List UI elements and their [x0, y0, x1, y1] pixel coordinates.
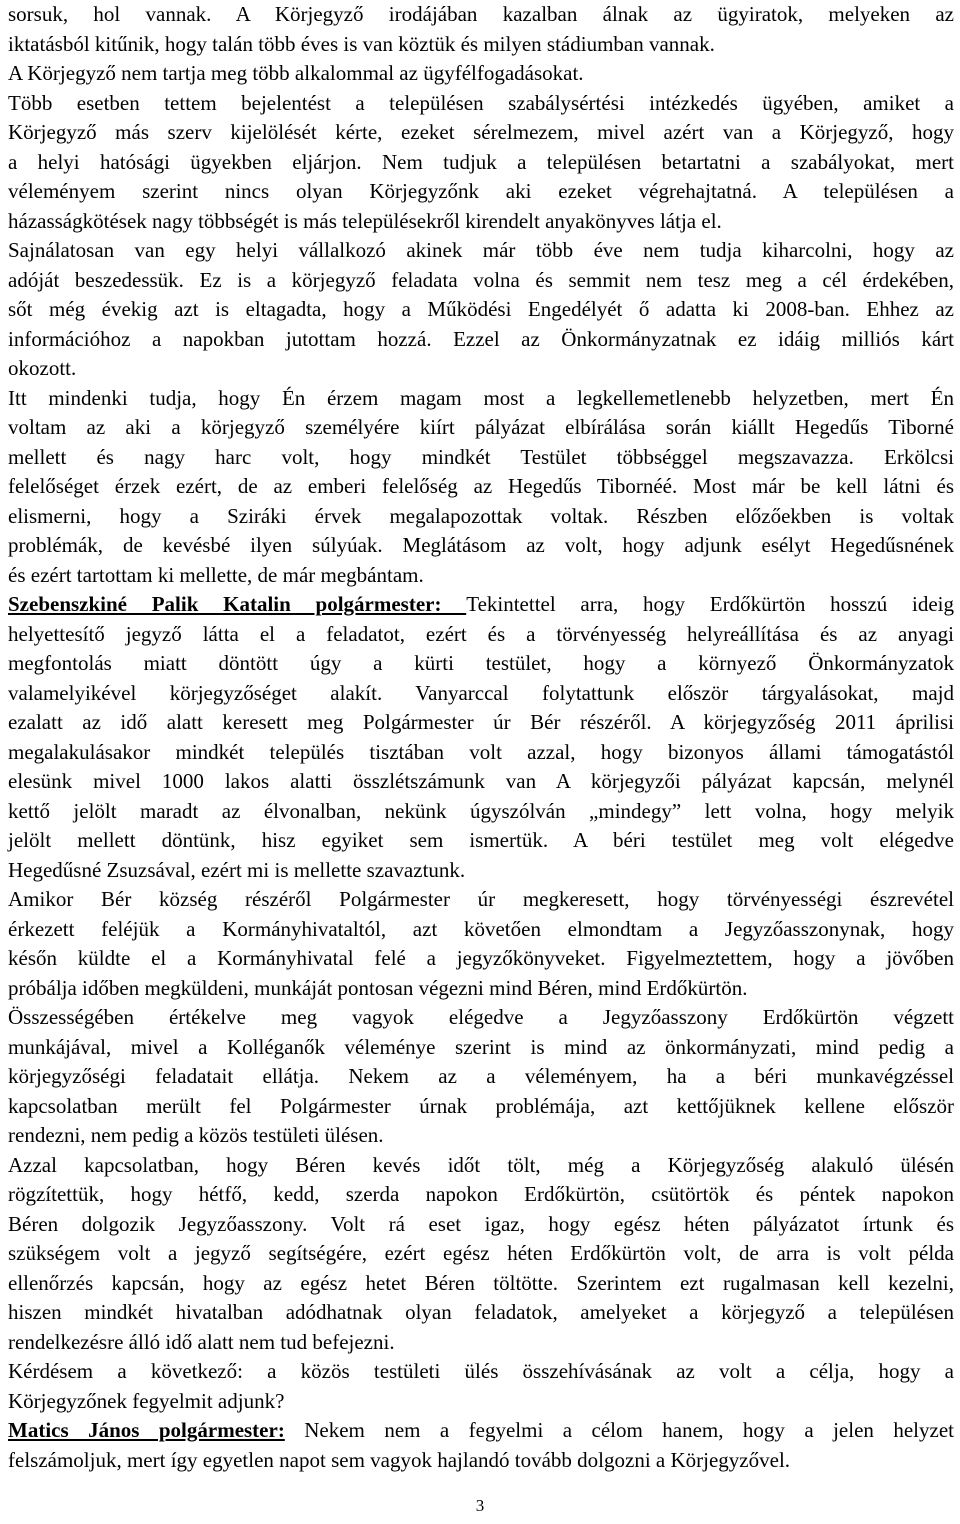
- text-line: [8, 885, 954, 915]
- text-line: [8, 590, 954, 620]
- text-line: [8, 354, 954, 384]
- line-text: Azzal kapcsolatban, hogy Béren kevés időt tölt, még a Körjegyzőség alakuló ülésén: [8, 1152, 954, 1177]
- line-text: véleményem szerint nincs olyan Körjegyzőnk aki ezeket végrehajtatná. A településen a: [8, 179, 954, 203]
- line-text: helyettesítő jegyző látta el a feladatot, ezért és a törvényesség helyreállítása és az anyagi: [8, 621, 954, 646]
- line-text: későn küldte el a Kormányhivatal felé a jegyzőkönyveket. Figyelmeztettem, hogy a jövőben: [8, 946, 954, 970]
- text-line: [8, 59, 954, 89]
- text-line: [8, 0, 954, 30]
- line-text: elismerni, hogy a Sziráki érvek megalapozottak voltak. Részben előzőekben is voltak: [8, 503, 954, 528]
- text-line: [8, 89, 954, 119]
- line-text: elesünk mivel 1000 lakos alatti összlétszámunk van A körjegyzői pályázat kapcsán, melynél: [8, 769, 954, 793]
- line-text: sorsuk, hol vannak. A Körjegyző irodájában kazalban álnak az ügyiratok, melyeken az: [8, 2, 954, 26]
- text-line: [8, 708, 954, 738]
- line-text: Hegedűsné Zsuzsával, ezért mi is mellette szavaztunk.: [8, 857, 466, 882]
- text-line: [8, 561, 954, 591]
- line-text: Kérdésem a következő: a közös testületi ülés összehívásának az volt a célja, hogy a: [8, 1359, 954, 1383]
- line-text: próbálja időben megküldeni, munkáját pontosan végezni mind Béren, mind Erdőkürtön.: [8, 975, 748, 1000]
- line-text: Nekem nem a fegyelmi a célom hanem, hogy a jelen helyzet: [284, 1418, 954, 1442]
- text-line: [8, 1210, 954, 1240]
- line-text: megalakulásakor mindkét település tisztában volt azzal, hogy bizonyos állami támogatástól: [8, 739, 954, 764]
- line-text: a helyi hatósági ügyekben eljárjon. Nem tudjuk a településen betartatni a szabályokat, mert: [8, 149, 954, 174]
- line-text: rendezni, nem pedig a közös testületi ülésen.: [8, 1123, 384, 1147]
- text-line: [8, 1033, 954, 1063]
- line-text: rendelkezésre álló idő alatt nem tud befejezni.: [8, 1329, 395, 1354]
- text-line: [8, 177, 954, 207]
- text-line: [8, 1062, 954, 1092]
- line-text: és ezért tartottam ki mellette, de már megbántam.: [8, 562, 424, 587]
- line-text: voltam az aki a körjegyző személyére kiírt pályázat elbírálása során kiállt Hegedűs Tiborné: [8, 415, 954, 439]
- line-text: A Körjegyző nem tartja meg több alkalommal az ügyfélfogadásokat.: [8, 61, 584, 85]
- line-text: Összességében értékelve meg vagyok elégedve a Jegyzőasszony Erdőkürtön végzett: [8, 1005, 954, 1029]
- text-line: [8, 266, 954, 296]
- text-line: [8, 1180, 954, 1210]
- line-text: ellenőrzés kapcsán, hogy az egész hetet Béren töltötte. Szerintem ezt rugalmasan kell kezelni,: [8, 1270, 954, 1295]
- text-line: [8, 738, 954, 768]
- text-line: [8, 767, 954, 797]
- text-line: [8, 30, 954, 60]
- document-body: [8, 0, 954, 1475]
- text-line: [8, 1269, 954, 1299]
- speaker-name: Szebenszkiné Palik Katalin polgármester:: [8, 592, 467, 616]
- line-text: körjegyzőségi feladatait ellátja. Nekem az a véleményem, ha a béri munkavégzéssel: [8, 1064, 954, 1088]
- line-text: érkezett feléjük a Kormányhivataltól, azt követően elmondtam a Jegyzőasszonynak, hogy: [8, 916, 954, 941]
- text-line: [8, 797, 954, 827]
- text-line: [8, 502, 954, 532]
- line-text: információhoz a napokban jutottam hozzá. Ezzel az Önkormányzatnak ez idáig milliós kárt: [8, 326, 954, 351]
- line-text: okozott.: [8, 356, 77, 380]
- line-text: Amikor Bér község részéről Polgármester úr megkeresett, hogy törvényességi észrevétel: [8, 887, 954, 911]
- line-text: Körjegyzőnek fegyelmit adjunk?: [8, 1388, 285, 1413]
- line-text: sőt még évekig azt is eltagadta, hogy a Működési Engedélyét ő adatta ki 2008-ban. Ehhez az: [8, 297, 954, 321]
- text-line: [8, 384, 954, 414]
- line-text: jelölt mellett döntünk, hisz egyiket sem ismertük. A béri testület meg volt elégedve: [8, 828, 954, 852]
- line-text: Körjegyző más szerv kijelölését kérte, ezeket sérelmezem, mivel azért van a Körjegyző, hogy: [8, 120, 954, 144]
- line-text: megfontolás miatt döntött úgy a kürti testület, hogy a környező Önkormányzatok: [8, 651, 954, 675]
- line-text: Béren dolgozik Jegyzőasszony. Volt rá eset igaz, hogy egész héten pályázatot írtunk és: [8, 1211, 954, 1236]
- text-line: [8, 1151, 954, 1181]
- text-line: [8, 679, 954, 709]
- text-line: [8, 1387, 954, 1417]
- text-line: [8, 1121, 954, 1151]
- line-text: kapcsolatban merült fel Polgármester úrnak problémája, azt kettőjüknek kellene először: [8, 1093, 954, 1118]
- speaker-name: Matics János polgármester:: [8, 1418, 285, 1442]
- text-line: [8, 207, 954, 237]
- line-text: szükségem volt a jegyző segítségére, ezért egész héten Erdőkürtön volt, de arra is volt példa: [8, 1241, 954, 1265]
- text-line: [8, 295, 954, 325]
- line-text: rögzítettük, hogy hétfő, kedd, szerda napokon Erdőkürtön, csütörtök és péntek napokon: [8, 1182, 954, 1206]
- line-text: Több esetben tettem bejelentést a településen szabálysértési intézkedés ügyében, amiket a: [8, 90, 954, 115]
- text-line: [8, 1092, 954, 1122]
- text-line: [8, 413, 954, 443]
- line-text: problémák, de kevésbé ilyen súlyúak. Meglátásom az volt, hogy adjunk esélyt Hegedűsnének: [8, 533, 954, 557]
- text-line: [8, 443, 954, 473]
- line-text: kettő jelölt maradt az élvonalban, nekünk úgyszólván „mindegy” lett volna, hogy melyik: [8, 798, 954, 823]
- text-line: [8, 974, 954, 1004]
- text-line: [8, 620, 954, 650]
- line-text: iktatásból kitűnik, hogy talán több éves is van köztük és milyen stádiumban vannak.: [8, 31, 715, 56]
- text-line: [8, 826, 954, 856]
- line-text: hiszen mindkét hivatalban adódhatnak olyan feladatok, amelyeket a körjegyző a településen: [8, 1300, 954, 1324]
- text-line: [8, 1357, 954, 1387]
- text-line: [8, 649, 954, 679]
- line-text: adóját beszedessük. Ez is a körjegyző feladata volna és semmit nem tesz meg a cél érdekében,: [8, 267, 954, 292]
- text-line: [8, 1239, 954, 1269]
- text-line: [8, 531, 954, 561]
- line-text: valamelyikével körjegyzőséget alakít. Vanyarccal folytattunk először tárgyalásokat, majd: [8, 680, 954, 705]
- text-line: [8, 1416, 954, 1446]
- line-text: Itt mindenki tudja, hogy Én érzem magam most a legkellemetlenebb helyzetben, mert Én: [8, 385, 954, 410]
- line-text: munkájával, mivel a Kolléganők véleménye szerint is mind az önkormányzati, mind pedig a: [8, 1034, 954, 1059]
- line-text: felszámoljuk, mert így egyetlen napot sem vagyok hajlandó tovább dolgozni a Körjegyzővel.: [8, 1447, 791, 1472]
- line-text: ezalatt az idő alatt keresett meg Polgármester úr Bér részéről. A körjegyzőség 2011 áprilisi: [8, 710, 954, 734]
- text-line: [8, 1328, 954, 1358]
- text-line: [8, 915, 954, 945]
- page-number: 3: [475, 1496, 485, 1515]
- text-line: [8, 236, 954, 266]
- text-line: [8, 118, 954, 148]
- text-line: [8, 472, 954, 502]
- line-text: házasságkötések nagy többségét is más településekről kirendelt anyakönyves látja el.: [8, 208, 722, 233]
- text-line: [8, 1446, 954, 1476]
- text-line: [8, 856, 954, 886]
- line-text: felelőséget érzek ezért, de az emberi felelőség az Hegedűs Tibornéé. Most már be kell látni és: [8, 474, 954, 498]
- line-text: Tekintettel arra, hogy Erdőkürtön hosszú ideig: [466, 592, 954, 616]
- line-text: mellett és nagy harc volt, hogy mindkét Testület többséggel megszavazza. Erkölcsi: [8, 444, 954, 469]
- text-line: [8, 1298, 954, 1328]
- line-text: Sajnálatosan van egy helyi vállalkozó akinek már több éve nem tudja kiharcolni, hogy az: [8, 238, 954, 262]
- text-line: [8, 148, 954, 178]
- text-line: [8, 325, 954, 355]
- text-line: [8, 944, 954, 974]
- text-line: [8, 1003, 954, 1033]
